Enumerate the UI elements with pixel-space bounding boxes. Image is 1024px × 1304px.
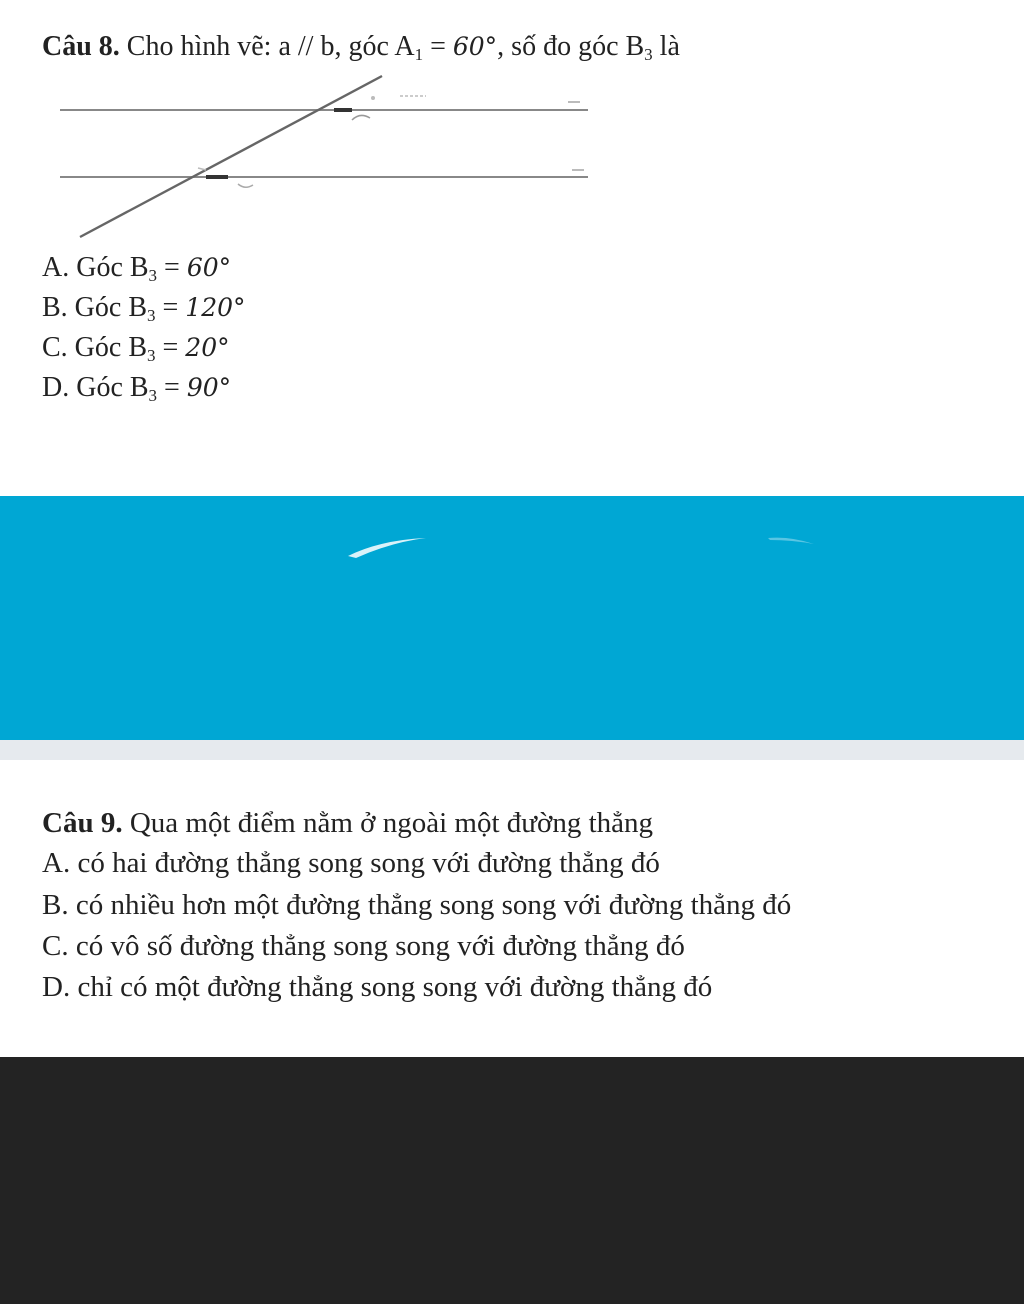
faint-mark-1 [371, 96, 375, 100]
parallel-lines-figure [40, 72, 620, 242]
separator-strip [0, 740, 1024, 760]
angle-a-value: 60° [452, 32, 498, 61]
equals-sign: = [423, 31, 453, 62]
option-8-c-prefix: C. Góc B [42, 332, 147, 363]
banner-streak-left [348, 538, 426, 558]
option-8-b-value: 120° [185, 293, 246, 322]
transversal [80, 76, 382, 237]
option-8-a-value: 60° [186, 253, 232, 282]
banner-streak-right [768, 538, 814, 544]
option-8-a-sub: 3 [148, 266, 158, 285]
question-9-title [42, 806, 653, 840]
option-8-a[interactable] [42, 252, 231, 284]
question-8-text-end: là [652, 31, 680, 62]
question-8-label: Câu 8. [42, 31, 120, 62]
option-8-a-eq: = [157, 252, 187, 283]
option-8-d-value: 90° [186, 373, 232, 402]
option-8-d-eq: = [157, 372, 187, 403]
dark-footer [0, 1057, 1024, 1304]
angle-a-subscript: 1 [414, 45, 424, 64]
option-9-d[interactable]: D. chỉ có một đường thẳng song song với đường thẳng đó [42, 971, 713, 1003]
option-8-a-prefix: A. Góc B [42, 252, 149, 283]
angle-arc-a [352, 115, 370, 120]
option-8-c-eq: = [155, 332, 186, 363]
option-8-d-sub: 3 [148, 386, 158, 405]
question-8-text-before: Cho hình vẽ: a // b, góc A [126, 31, 415, 62]
question-9-label: Câu 9. [42, 807, 123, 839]
option-9-c[interactable]: C. có vô số đường thẳng song song với đường thẳng đó [42, 930, 685, 962]
blue-banner [0, 496, 1024, 740]
option-8-b[interactable] [42, 292, 246, 324]
question-9-text: Qua một điểm nằm ở ngoài một đường thẳng [129, 807, 654, 839]
angle-b-subscript: 3 [644, 45, 653, 64]
option-8-c-value: 20° [185, 333, 230, 362]
question-8-title [42, 30, 680, 64]
option-8-d-prefix: D. Góc B [42, 372, 149, 403]
faint-mark-2 [198, 168, 206, 170]
option-8-c-sub: 3 [147, 346, 156, 365]
question-8-text-mid: , số đo góc B [497, 31, 645, 62]
angle-arc-b [238, 184, 253, 187]
option-8-b-eq: = [155, 292, 186, 323]
banner-decoration [0, 496, 1024, 740]
option-9-b[interactable]: B. có nhiều hơn một đường thẳng song song với đường thẳng đó [42, 889, 792, 921]
option-8-b-sub: 3 [147, 306, 156, 325]
option-8-d[interactable] [42, 372, 231, 404]
option-8-c[interactable] [42, 332, 230, 364]
option-8-b-prefix: B. Góc B [42, 292, 147, 323]
option-9-a[interactable]: A. có hai đường thẳng song song với đường thẳng đó [42, 847, 660, 879]
